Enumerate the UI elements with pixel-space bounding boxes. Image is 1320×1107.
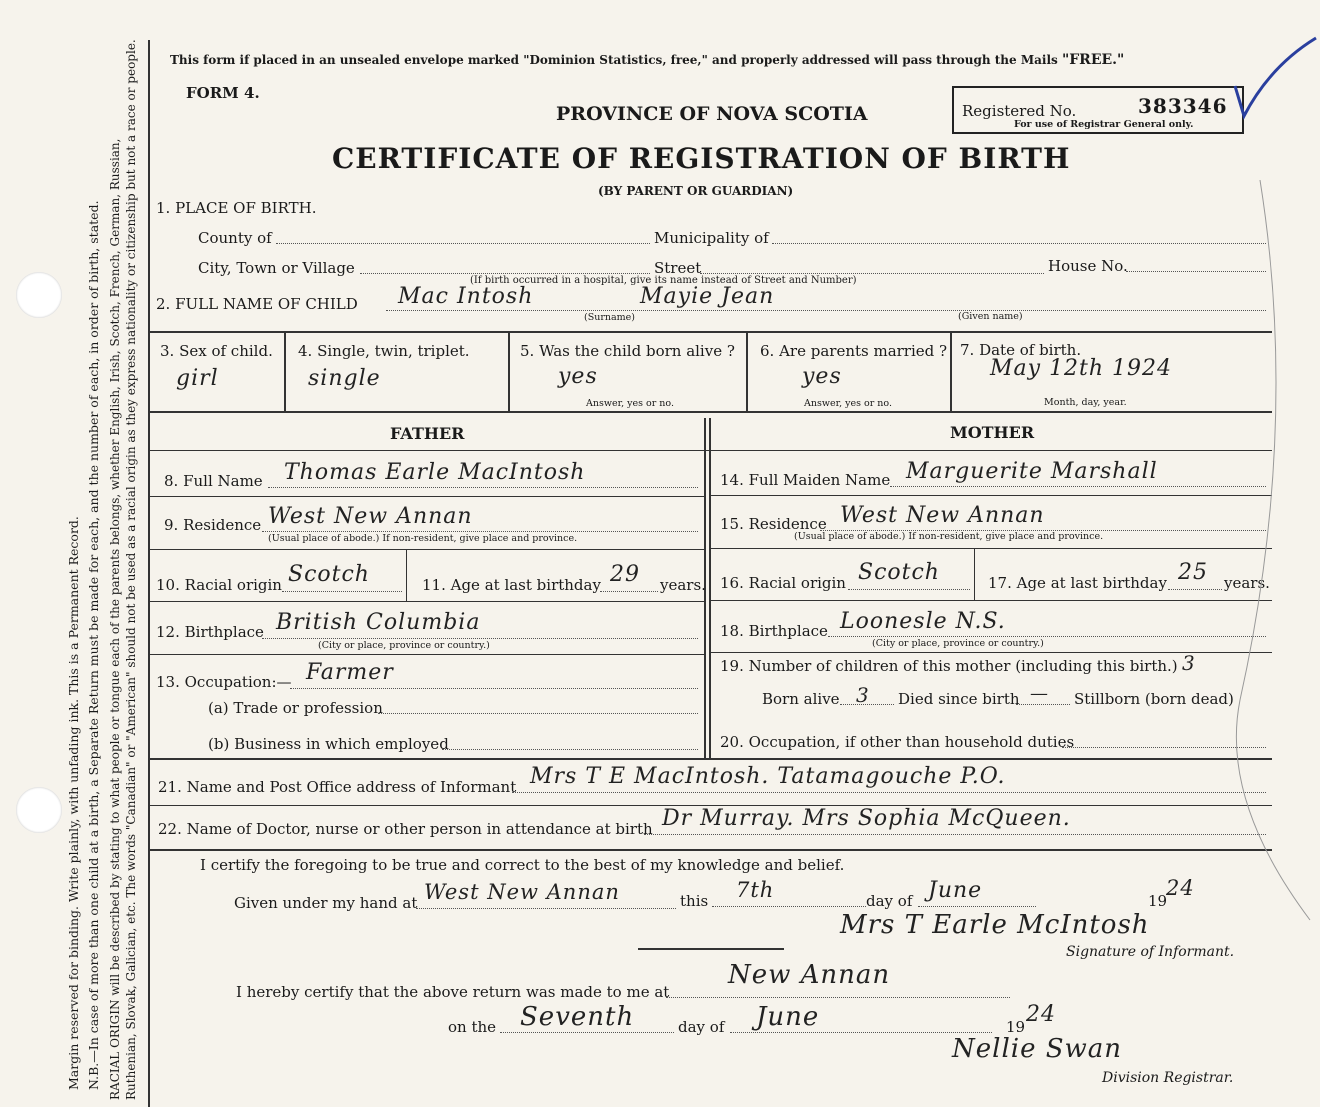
place-of-birth-heading: 1. PLACE OF BIRTH. [156,199,317,217]
pencil-mark-icon [1180,180,1320,940]
mother-residence-label: 15. Residence [720,515,827,533]
registered-box [952,86,1244,134]
province-title: PROVINCE OF NOVA SCOTIA [556,103,868,125]
given-place[interactable]: West New Annan [424,880,620,904]
county-label: County of [198,229,272,247]
father-racial-line[interactable] [282,591,402,592]
informant-signature[interactable]: Mrs T Earle McIntosh [840,910,1150,940]
father-birthplace[interactable]: British Columbia [276,610,481,635]
father-residence-line[interactable] [262,531,698,532]
mother-occupation-label: 20. Occupation, if other than household duties [720,733,1075,751]
mother-age[interactable]: 25 [1178,560,1208,585]
father-occupation[interactable]: Farmer [306,660,394,685]
certification-separator [638,948,784,950]
registrar-place[interactable]: New Annan [728,960,891,990]
registrar-day[interactable]: Seventh [520,1002,635,1032]
father-row10-line [148,601,704,602]
mother-heading: MOTHER [950,423,1035,442]
mother-birthplace-label: 18. Birthplace [720,622,828,640]
mail-notice: This form if placed in an unsealed envelope marked "Dominion Statistics, free," and properly addressed will pass through the Mails "FREE." [170,52,1125,68]
father-row12-line [148,654,704,655]
county-line[interactable] [276,243,650,244]
given-day[interactable]: 7th [736,878,775,902]
business-label: (b) Business in which employed [208,735,449,753]
father-heading: FATHER [390,424,465,443]
given-year-prefix: 19 [1148,892,1168,910]
child-name-label: 2. FULL NAME OF CHILD [156,295,358,313]
doctor-label: 22. Name of Doctor, nurse or other person in attendance at birth [158,820,653,838]
father-row9-line [148,549,704,550]
row3-bottom-border [148,411,1272,413]
row3-divider-1 [284,331,286,411]
parents-bottom-line [148,758,1272,760]
father-name-line[interactable] [268,487,698,488]
informant-signature-label: Signature of Informant. [1066,944,1235,960]
free-label: "FREE." [1061,52,1125,68]
mother-residence[interactable]: West New Annan [840,503,1045,528]
given-day-of-label: day of [866,892,913,910]
city-label: City, Town or Village [198,259,355,277]
given-under-hand-label: Given under my hand at [234,894,418,912]
city-line[interactable] [360,273,650,274]
doctor-value[interactable]: Dr Murray. Mrs Sophia McQueen. [662,806,1071,831]
business-line[interactable] [442,749,698,750]
dob-value[interactable]: May 12th 1924 [990,356,1173,381]
stillborn-label: Stillborn (born dead) [1074,690,1234,708]
house-label: House No. [1048,257,1128,275]
parents-married-note: Answer, yes or no. [804,398,893,409]
father-age[interactable]: 29 [610,562,640,587]
father-residence[interactable]: West New Annan [268,504,473,529]
father-age-line[interactable] [600,591,658,592]
given-place-line[interactable] [416,908,676,909]
registrar-month[interactable]: June [756,1002,820,1032]
plurality-value[interactable]: single [308,366,381,391]
father-occupation-label: 13. Occupation:— [156,673,292,691]
father-city-note: (City or place, province or country.) [318,640,490,651]
registrar-day-line[interactable] [500,1032,674,1033]
this-label: this [680,892,709,910]
mother-birthplace[interactable]: Loonesle N.S. [840,609,1006,634]
mother-city-note: (City or place, province or country.) [872,638,1044,649]
certification-statement: I certify the foregoing to be true and correct to the best of my knowledge and belief. [200,856,845,874]
died-count[interactable]: — [1030,683,1049,704]
registrar-place-line[interactable] [666,997,1010,998]
father-occupation-line[interactable] [290,688,698,689]
given-month[interactable]: June [928,878,983,903]
registrar-day-of-label: day of [678,1018,725,1036]
row3-top-border [148,331,1272,333]
dob-note: Month, day, year. [1044,397,1127,408]
row3-divider-3 [746,331,748,411]
given-name-note: (Given name) [958,311,1023,322]
informant-label: 21. Name and Post Office address of Informant [158,778,517,796]
street-line[interactable] [700,273,1044,274]
informant-value[interactable]: Mrs T E MacIntosh. Tatamagouche P.O. [530,764,1006,789]
plurality-label: 4. Single, twin, triplet. [298,342,470,360]
born-alive-question: 5. Was the child born alive ? [520,342,735,360]
father-racial-divider [406,549,407,601]
mother-racial-label: 16. Racial origin [720,574,846,592]
born-alive-answer[interactable]: yes [558,364,598,389]
mother-racial-divider [974,548,975,600]
registrar-signature-label: Division Registrar. [1102,1070,1234,1086]
sex-value[interactable]: girl [176,366,219,391]
trade-line[interactable] [378,713,698,714]
parents-divider-b [709,418,711,758]
form-left-border [148,40,150,1107]
certificate-title: CERTIFICATE OF REGISTRATION OF BIRTH [332,142,1071,175]
father-row8-line [148,496,704,497]
mother-maiden-name[interactable]: Marguerite Marshall [906,459,1158,484]
margin-note-racial-origin: RACIAL ORIGIN will be described by stating to what people or tongue each of the parents belongs, whether English, Irish, Scotch, French, German, Russian, [108,138,122,1100]
born-alive-count[interactable]: 3 [856,683,870,707]
street-label: Street [654,259,702,277]
binding-hole-top [16,272,62,318]
registered-note: For use of Registrar General only. [1014,119,1194,130]
informant-line[interactable] [512,792,1266,793]
born-alive-note: Answer, yes or no. [586,398,675,409]
father-racial-origin[interactable]: Scotch [288,562,370,587]
child-surname[interactable]: Mac Intosh [398,284,534,309]
mother-racial-line[interactable] [848,589,970,590]
father-years: years. [660,576,706,594]
dob-label: 7. Date of birth. [960,341,1082,359]
father-name[interactable]: Thomas Earle MacIntosh [284,460,586,485]
child-name-line[interactable] [386,310,1266,311]
registrar-year[interactable]: 24 [1026,1002,1056,1027]
registered-number: 383346 [1138,94,1228,118]
father-birthplace-line[interactable] [262,638,698,639]
sex-label: 3. Sex of child. [160,342,273,360]
mother-name-label: 14. Full Maiden Name [720,471,891,489]
form-number: FORM 4. [186,84,260,102]
row3-divider-2 [508,331,510,411]
father-age-label: 11. Age at last birthday [422,576,601,594]
died-line[interactable] [1016,704,1070,705]
father-birthplace-label: 12. Birthplace [156,623,264,641]
mother-abode-note: (Usual place of abode.) If non-resident, give place and province. [794,531,1104,542]
parents-married-question: 6. Are parents married ? [760,342,948,360]
registrar-signature[interactable]: Nellie Swan [952,1034,1123,1064]
doctor-line[interactable] [644,834,1266,835]
registered-label: Registered No. [962,102,1077,120]
checkmark-icon [1230,36,1320,126]
row3-divider-4 [950,331,952,411]
registrar-statement: I hereby certify that the above return was made to me at [236,983,670,1001]
registrar-month-line[interactable] [730,1032,992,1033]
municipality-label: Municipality of [654,229,769,247]
surname-note: (Surname) [584,312,635,323]
mother-racial-origin[interactable]: Scotch [858,560,940,585]
parents-married-answer[interactable]: yes [802,364,842,389]
father-residence-label: 9. Residence [164,516,262,534]
margin-note-multiple-births: N.B.—In case of more than one child at a birth, a Separate Return must be made for each, and the number of each, in order of birth, stated. [86,200,101,1090]
margin-note-racial-origin-2: Ruthenian, Slovak, Galician, etc. The words "Canadian" or "American" should not be used as a racial origin as they express nationality or citizenship but not a race or people. [124,39,138,1100]
given-month-line[interactable] [918,906,1036,907]
given-year[interactable]: 24 [1166,876,1195,900]
trade-label: (a) Trade or profession [208,699,383,717]
certificate-subtitle: (BY PARENT OR GUARDIAN) [598,184,794,198]
died-label: Died since birth [898,690,1020,708]
father-abode-note: (Usual place of abode.) If non-resident, give place and province. [268,533,578,544]
father-name-label: 8. Full Name [164,472,263,490]
child-given-name[interactable]: Mayie Jean [640,284,775,309]
mother-age-label: 17. Age at last birthday [988,574,1167,592]
mother-years: years. [1224,574,1270,592]
doctor-row-line [148,849,1272,851]
father-racial-label: 10. Racial origin [156,576,282,594]
margin-note-binding: Margin reserved for binding. Write plainly, with unfading ink. This is a Permanent Record. [66,516,81,1090]
children-count-label: 19. Number of children of this mother (including this birth.) [720,657,1178,675]
born-alive-label: Born alive [762,690,840,708]
given-day-line[interactable] [712,906,866,907]
hospital-note: (If birth occurred in a hospital, give its name instead of Street and Number) [470,275,857,286]
on-the-label: on the [448,1018,497,1036]
registrar-year-prefix: 19 [1006,1018,1026,1036]
binding-hole-bottom [16,787,62,833]
children-count[interactable]: 3 [1182,651,1196,675]
